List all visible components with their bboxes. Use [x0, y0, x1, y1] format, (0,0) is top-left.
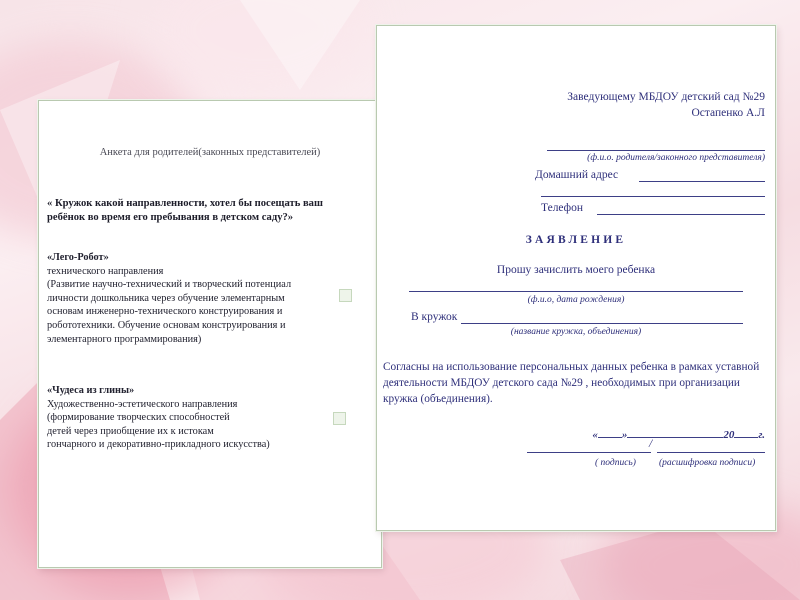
questionnaire-sheet: [38, 100, 382, 568]
club-label: В кружок: [411, 311, 458, 323]
club-option-lego-robot: [47, 251, 341, 346]
club-option-clay-wonders: [47, 384, 341, 452]
address-field[interactable]: [639, 181, 765, 182]
signature-field[interactable]: [527, 452, 651, 453]
signature-caption: ( подпись): [595, 458, 636, 468]
addressee-name: Остапенко А.Л: [691, 107, 765, 119]
child-name-caption: (ф.и.о, дата рождения): [527, 295, 625, 305]
club-option-name: «Чудеса из глины»: [47, 385, 135, 396]
parent-name-field[interactable]: [547, 150, 765, 151]
phone-label: Телефон: [541, 202, 584, 214]
club-option-direction: технического направления: [47, 265, 164, 277]
consent-text: Согласны на использование персональных данных ребенка в рамках уставной деятельности МБДОУ детского сада №29 , необходимых при организации кружка (объединения).: [383, 361, 760, 405]
phone-field[interactable]: [597, 214, 765, 215]
addressee-line: Заведующему МБДОУ детский сад №29: [567, 91, 765, 103]
club-option-direction: Художественно-эстетического направления: [47, 398, 238, 410]
date-field[interactable]: « » 20 г.: [592, 426, 765, 441]
enroll-request: Прошу зачислить моего ребенка: [496, 264, 656, 276]
questionnaire-title: Анкета для родителей(законных представителей): [99, 147, 321, 158]
application-title: ЗАЯВЛЕНИЕ: [525, 234, 627, 246]
clay-wonders-checkbox[interactable]: [333, 412, 346, 425]
club-option-name: «Лего-Робот»: [47, 252, 109, 263]
address-label: Домашний адрес: [535, 169, 619, 181]
child-name-field[interactable]: [409, 291, 743, 292]
club-name-caption: (название кружка, объединения): [510, 327, 642, 337]
signature-separator: /: [649, 438, 653, 450]
club-option-description: (формирование творческих способностей детей через приобщение их к истокам гончарного и декоративно-прикладного искусства): [47, 412, 270, 451]
club-name-field[interactable]: [461, 323, 743, 324]
signature-decoding-field[interactable]: [657, 452, 765, 453]
address-field-line2[interactable]: [541, 196, 765, 197]
questionnaire-question: « Кружок какой направленности, хотел бы посещать ваш ребёнок во время его пребывания в детском саду?»: [47, 198, 323, 223]
application-sheet: [376, 25, 776, 531]
lego-robot-checkbox[interactable]: [339, 289, 352, 302]
parent-name-caption: (ф.и.о. родителя/законного представителя): [587, 153, 765, 163]
signature-decoding-caption: (расшифровка подписи): [659, 458, 756, 468]
club-option-description: (Развитие научно-технический и творческий потенциал личности дошкольника через обучение элементарным основам инженерно-технического конструирования и робототехники. Обучение основам конструирования и элементарного программирования): [47, 279, 292, 345]
